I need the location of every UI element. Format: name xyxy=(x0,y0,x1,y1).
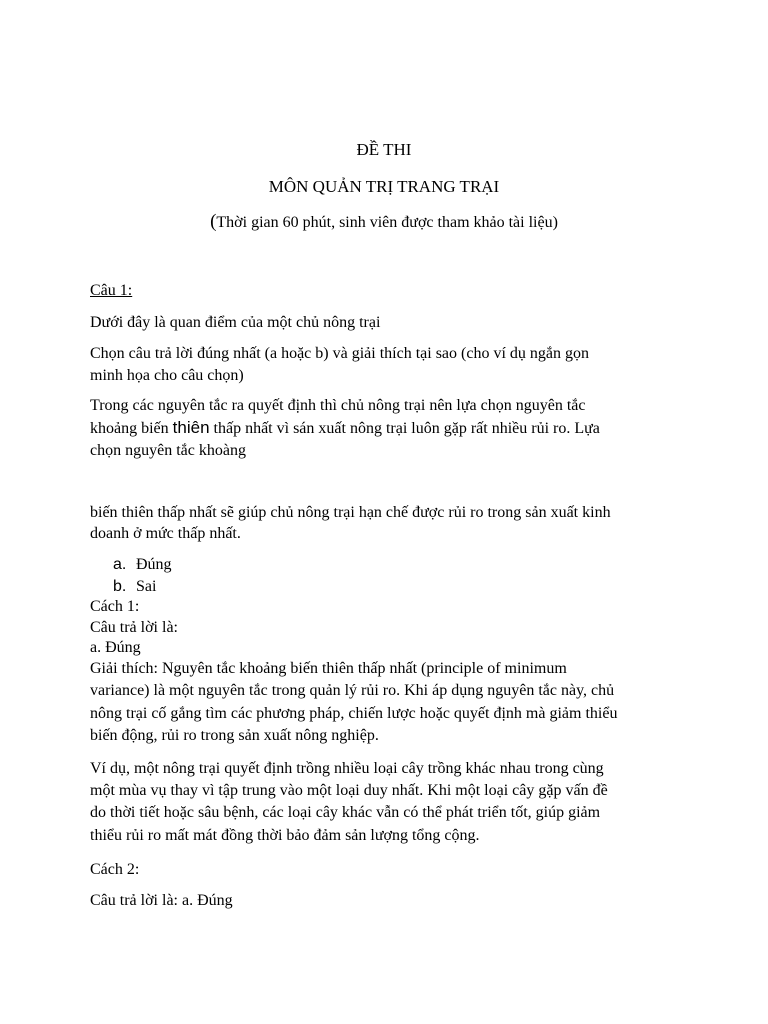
option-text: Đúng xyxy=(136,556,172,573)
statement-text-part: thấp nhất vì sán xuất nông trại luôn gặp rất nhiều rủi ro. Lựa xyxy=(209,420,600,437)
question-label: Câu 1: xyxy=(90,282,133,299)
option-b xyxy=(113,576,156,597)
option-marker: b. xyxy=(113,578,127,595)
example-line: Ví dụ, một nông trại quyết định trồng nhiều loại cây trồng khác nhau trong cùng xyxy=(90,760,604,777)
question-instruction-line: Chọn câu trả lời đúng nhất (a hoặc b) và giải thích tại sao (cho ví dụ ngắn gọn xyxy=(90,345,589,362)
question-statement-line xyxy=(90,417,600,439)
question-continuation-line: biến thiên thấp nhất sẽ giúp chủ nông trại hạn chế được rủi ro trong sản xuất kinh xyxy=(90,504,611,521)
explanation-line: Giải thích: Nguyên tắc khoảng biến thiên thấp nhất (principle of minimum xyxy=(90,660,567,677)
method2-label: Cách 2: xyxy=(90,861,140,878)
exam-note-paren: ( xyxy=(210,211,217,232)
question-intro: Dưới đây là quan điểm của một chủ nông trại xyxy=(90,314,381,331)
answer-is: Câu trả lời là: xyxy=(90,619,178,636)
example-line: một mùa vụ thay vì tập trung vào một loại duy nhất. Khi một loại cây gặp vấn đề xyxy=(90,782,608,799)
answer-choice: a. Đúng xyxy=(90,639,141,656)
exam-subject: MÔN QUẢN TRỊ TRANG TRẠI xyxy=(268,177,500,196)
method1-label: Cách 1: xyxy=(90,598,140,615)
question-statement-line: chọn nguyên tắc khoàng xyxy=(90,442,246,459)
example-line: do thời tiết hoặc sâu bệnh, các loại cây khác vẫn có thể phát triển tốt, giúp giảm xyxy=(90,804,601,821)
explanation-line: nông trại cố gắng tìm các phương pháp, chiến lược hoặc quyết định mà giảm thiểu xyxy=(90,705,618,722)
exam-title: ĐỀ THI xyxy=(356,140,412,159)
method2-answer: Câu trả lời là: a. Đúng xyxy=(90,892,233,909)
option-a xyxy=(113,554,172,575)
statement-text-part: thiên xyxy=(172,418,210,437)
question-continuation-line: doanh ở mức thấp nhất. xyxy=(90,525,241,542)
question-instruction-line: minh họa cho câu chọn) xyxy=(90,367,244,384)
option-marker: a. xyxy=(113,556,127,573)
statement-text-part: khoảng biến xyxy=(90,420,173,437)
example-line: thiểu rủi ro mất mát đồng thời bảo đảm sản lượng tổng cộng. xyxy=(90,827,480,844)
question-statement-line: Trong các nguyên tắc ra quyết định thì chủ nông trại nên lựa chọn nguyên tắc xyxy=(90,397,586,414)
explanation-line: biến động, rủi ro trong sản xuất nông nghiệp. xyxy=(90,727,379,744)
explanation-line: variance) là một nguyên tắc trong quản lý rủi ro. Khi áp dụng nguyên tắc này, chủ xyxy=(90,682,615,699)
option-text: Sai xyxy=(136,578,157,595)
exam-note xyxy=(0,211,768,234)
exam-note-text: Thời gian 60 phút, sinh viên được tham khảo tài liệu) xyxy=(216,214,558,231)
